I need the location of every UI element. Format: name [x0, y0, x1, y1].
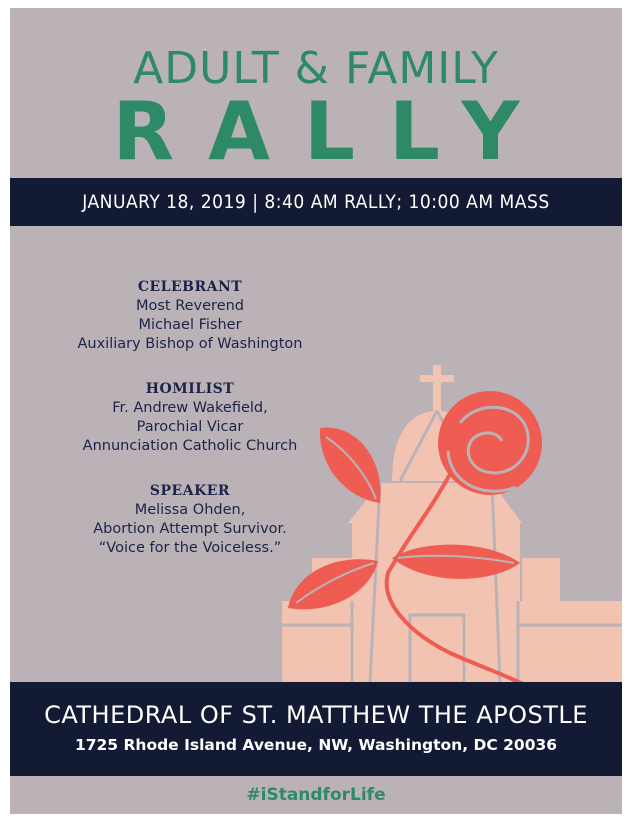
venue-address: 1725 Rhode Island Avenue, NW, Washington, DC 20036 — [74, 736, 558, 754]
credit-line: Michael Fisher — [138, 317, 242, 333]
church-rose-illustration — [260, 353, 622, 703]
date-band — [10, 178, 622, 226]
credit-line: Most Reverend — [135, 298, 245, 314]
role-heading: HOMILIST — [145, 381, 235, 397]
hashtag: #iStandforLife — [246, 785, 386, 805]
credit-celebrant — [30, 278, 350, 354]
title-line-2: RALLY — [112, 85, 554, 178]
role-heading: CELEBRANT — [137, 279, 243, 295]
credit-line: Abortion Attempt Survivor. — [93, 521, 287, 537]
role-heading: SPEAKER — [149, 483, 231, 499]
venue-name: CATHEDRAL OF ST. MATTHEW THE APOSTLE — [44, 701, 588, 729]
credit-line: Annunciation Catholic Church — [82, 438, 298, 454]
venue-band — [10, 682, 622, 776]
flyer — [10, 8, 622, 814]
title-line-1: ADULT & FAMILY — [133, 43, 499, 94]
credit-line: Melissa Ohden, — [134, 502, 246, 518]
credit-line: “Voice for the Voiceless.” — [98, 540, 282, 556]
event-date-time: JANUARY 18, 2019 | 8:40 AM RALLY; 10:00 AM MASS — [82, 191, 550, 213]
credit-line: Auxiliary Bishop of Washington — [77, 336, 303, 352]
credit-line: Parochial Vicar — [136, 419, 244, 435]
credit-line: Fr. Andrew Wakefield, — [112, 400, 268, 416]
